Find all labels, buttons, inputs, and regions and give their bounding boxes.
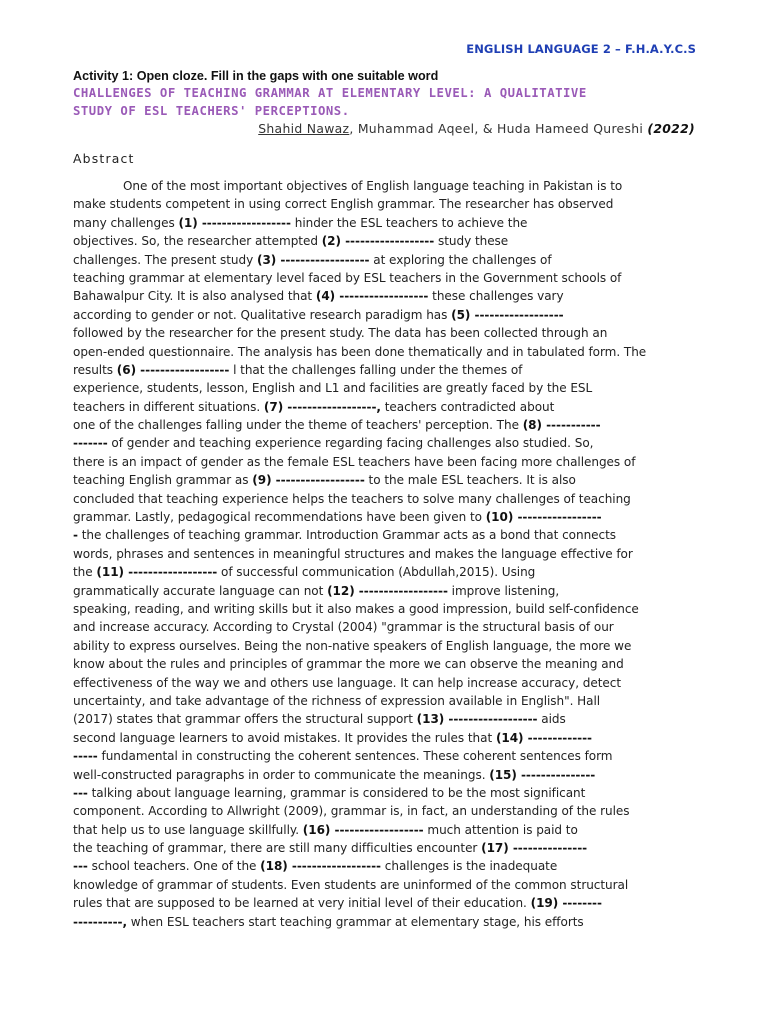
body-line: rules that are supposed to be learned at very initial level of their education. (19) --------	[73, 896, 602, 911]
cloze-gap: (2) ------------------	[321, 234, 435, 249]
body-line: teaching English grammar as (9) ------------------ to the male ESL teachers. It is also	[73, 473, 576, 488]
cloze-gap: (18) ------------------	[260, 859, 381, 874]
cloze-gap: ----------,	[73, 914, 128, 929]
body-line: challenges. The present study (3) ------------------ at exploring the challenges of	[73, 252, 552, 267]
first-author: Shahid Nawaz	[258, 121, 350, 136]
body-line: (2017) states that grammar offers the structural support (13) ------------------ aids	[73, 712, 566, 727]
body-line: objectives. So, the researcher attempted (2) ------------------ study these	[73, 234, 509, 249]
cloze-gap: (17) ---------------	[481, 841, 588, 856]
body-line: followed by the researcher for the present study. The data has been collected through an	[73, 326, 608, 341]
body-line: speaking, reading, and writing skills but it also makes a good impression, build self-confidence	[73, 601, 639, 616]
body-line: open-ended questionnaire. The analysis has been done thematically and in tabulated form. The	[73, 344, 647, 359]
article-title-line-1: CHALLENGES OF TEACHING GRAMMAR AT ELEMENTARY LEVEL: A QUALITATIVE	[73, 86, 587, 100]
body-line: second language learners to avoid mistakes. It provides the rules that (14) -------------	[73, 730, 593, 745]
body-line: ----- fundamental in constructing the coherent sentences. These coherent sentences form	[73, 749, 613, 764]
body-line: results (6) ------------------ l that the challenges falling under the themes of	[73, 362, 523, 377]
body-line: --- school teachers. One of the (18) ------------------ challenges is the inadequate	[73, 859, 558, 874]
body-line: that help us to use language skillfully. (16) ------------------ much attention is paid to	[73, 822, 578, 837]
cloze-gap: (7) ------------------,	[263, 399, 381, 414]
article-title-line-2: STUDY OF ESL TEACHERS' PERCEPTIONS.	[73, 104, 350, 118]
body-line: - the challenges of teaching grammar. Introduction Grammar acts as a bond that connects	[73, 528, 616, 543]
cloze-gap: (5) ------------------	[451, 307, 564, 322]
publication-year: (2022)	[647, 121, 695, 136]
cloze-gap: (12) ------------------	[327, 583, 448, 598]
body-line: teachers in different situations. (7) ------------------, teachers contradicted about	[73, 399, 555, 414]
cloze-gap: (15) ---------------	[489, 767, 596, 782]
cloze-gap: (8) -----------	[522, 418, 601, 433]
cloze-gap: (13) ------------------	[416, 712, 538, 727]
cloze-gap: -------	[73, 436, 108, 451]
body-line: make students competent in using correct English grammar. The researcher has observed	[73, 197, 614, 212]
body-line: Bahawalpur City. It is also analysed that (4) ------------------ these challenges vary	[73, 289, 564, 304]
cloze-gap: (9) ------------------	[252, 473, 365, 488]
body-line: there is an impact of gender as the female ESL teachers have been facing more challenges of	[73, 454, 636, 469]
body-line: words, phrases and sentences in meaningful structures and makes the language effective for	[73, 546, 633, 561]
cloze-gap: (1) ------------------	[178, 215, 291, 230]
cloze-gap: (14) -------------	[495, 730, 593, 745]
body-line: according to gender or not. Qualitative research paradigm has (5) ------------------	[73, 307, 564, 322]
other-authors: , Muhammad Aqeel, & Huda Hameed Qureshi	[349, 121, 648, 136]
abstract-heading: Abstract	[73, 151, 135, 166]
body-line: grammatically accurate language can not (12) ------------------ improve listening,	[73, 583, 560, 598]
body-line: one of the challenges falling under the theme of teachers' perception. The (8) -----------	[73, 418, 601, 433]
body-line: component. According to Allwright (2009), grammar is, in fact, an understanding of the rules	[73, 804, 630, 819]
body-line: the teaching of grammar, there are still many difficulties encounter (17) ---------------	[73, 841, 588, 856]
cloze-gap: ---	[73, 859, 88, 874]
cloze-gap: (16) ------------------	[302, 822, 424, 837]
cloze-gap: -----	[73, 749, 98, 764]
cloze-gap: -	[73, 528, 78, 543]
body-line: the (11) ------------------ of successful communication (Abdullah,2015). Using	[73, 565, 536, 580]
cloze-gap: (11) ------------------	[96, 565, 218, 580]
body-line: well-constructed paragraphs in order to communicate the meanings. (15) ---------------	[73, 767, 596, 782]
body-line: experience, students, lesson, English and L1 and facilities are greatly faced by the ESL	[73, 381, 593, 396]
body-line: effectiveness of the way we and others use language. It can help increase accuracy, detect	[73, 675, 621, 690]
body-line: --- talking about language learning, grammar is considered to be the most significant	[73, 785, 586, 800]
body-line: uncertainty, and take advantage of the richness of expression available in English". Hall	[73, 693, 601, 708]
course-header: ENGLISH LANGUAGE 2 – F.H.A.Y.C.S	[466, 42, 696, 56]
body-line: ------- of gender and teaching experience regarding facing challenges also studied. So,	[73, 436, 594, 451]
cloze-gap: ---	[73, 785, 88, 800]
body-line: and increase accuracy. According to Crystal (2004) "grammar is the structural basis of our	[73, 620, 614, 635]
cloze-gap: (19) --------	[530, 896, 602, 911]
body-line: grammar. Lastly, pedagogical recommendations have been given to (10) -----------------	[73, 510, 602, 525]
body-line: ability to express ourselves. Being the non-native speakers of English language, the more we	[73, 638, 632, 653]
body-line: knowledge of grammar of students. Even students are uninformed of the common structural	[73, 877, 629, 892]
cloze-gap: (10) -----------------	[485, 510, 602, 525]
cloze-gap: (3) ------------------	[256, 252, 370, 267]
activity-instructions: Activity 1: Open cloze. Fill in the gaps with one suitable word	[73, 69, 439, 83]
body-line: One of the most important objectives of English language teaching in Pakistan is to	[123, 179, 623, 193]
abstract-body	[73, 177, 693, 931]
body-line: concluded that teaching experience helps the teachers to solve many challenges of teaching	[73, 491, 631, 506]
body-line: know about the rules and principles of grammar the more we can observe the meaning and	[73, 657, 624, 672]
authors-line	[258, 121, 695, 136]
body-line: teaching grammar at elementary level faced by ESL teachers in the Government schools of	[73, 270, 622, 285]
cloze-gap: (4) ------------------	[315, 289, 429, 304]
cloze-gap: (6) ------------------	[116, 362, 230, 377]
article-title	[73, 84, 673, 120]
body-line: many challenges (1) ------------------ hinder the ESL teachers to achieve the	[73, 215, 528, 230]
body-line: ----------, when ESL teachers start teaching grammar at elementary stage, his efforts	[73, 914, 584, 929]
